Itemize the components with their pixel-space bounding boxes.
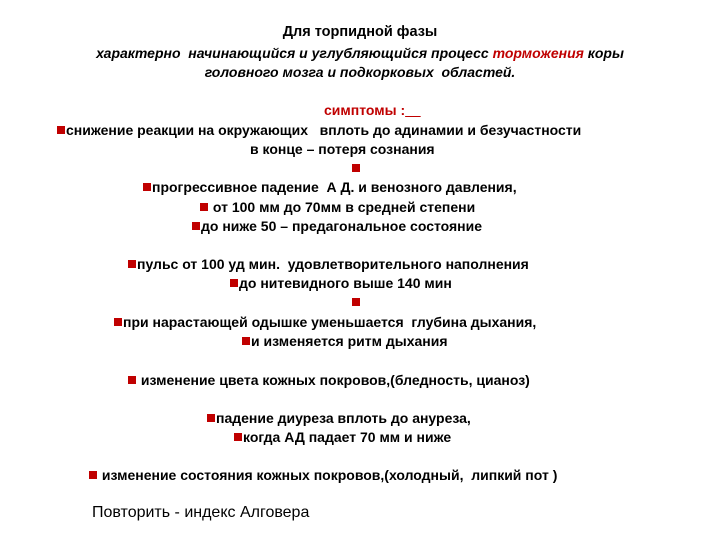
symptom-text: до ниже 50 – предагональное состояние [201,218,483,234]
intro-line-1 [0,45,720,62]
symptom-text: изменение состояния кожных покровов,(холодный, липкий пот ) [98,467,558,483]
bullet-square-icon [352,164,360,172]
symptom-line [89,467,557,484]
symptom-text: пульс от 100 уд мин. удовлетворительного наполнения [137,256,529,272]
symptom-text: в конце – потеря сознания [250,141,435,157]
symptom-line [128,256,529,273]
symptom-line [143,179,517,196]
symptom-text: до нитевидного выше 140 мин [239,275,452,291]
symptom-line [352,294,361,311]
symptoms-heading [324,102,421,119]
bullet-square-icon [57,126,65,134]
footer-note: Повторить - индекс Алговера [92,504,310,521]
symptom-line [250,141,435,158]
symptom-line [230,275,452,292]
bullet-square-icon [114,318,122,326]
symptoms-label: симптомы : [324,102,406,118]
bullet-square-icon [352,298,360,306]
slide-title: Для торпидной фазы [282,24,438,40]
symptom-line [207,410,471,427]
symptom-text: и изменяется ритм дыхания [251,333,448,349]
symptom-line [114,314,536,331]
symptom-line [242,333,448,350]
bullet-square-icon [207,414,215,422]
symptom-line [200,199,475,216]
intro-line-2: головного мозга и подкорковых областей. [204,64,516,80]
symptom-line [234,429,451,446]
symptom-text: когда АД падает 70 мм и ниже [243,429,452,445]
symptom-line [57,122,581,139]
intro-text-b: коры [583,45,624,61]
bullet-square-icon [89,471,97,479]
symptom-line [128,372,530,389]
intro-highlight: торможения [492,45,584,61]
symptom-text: изменение цвета кожных покровов,(бледность, цианоз) [137,372,530,388]
intro-text-a: характерно начинающийся и углубляющийся процесс [96,45,493,61]
bullet-square-icon [143,183,151,191]
symptom-line [192,218,482,235]
bullet-square-icon [230,279,238,287]
symptom-text: падение диуреза вплоть до ануреза, [216,410,471,426]
bullet-square-icon [242,337,250,345]
bullet-square-icon [128,376,136,384]
symptom-line [352,160,361,177]
symptoms-blank [405,102,421,118]
symptom-text: прогрессивное падение А Д. и венозного давления, [152,179,517,195]
symptom-text: снижение реакции на окружающих вплоть до адинамии и безучастности [66,122,582,138]
bullet-square-icon [234,433,242,441]
bullet-square-icon [128,260,136,268]
bullet-square-icon [200,203,208,211]
symptom-text: при нарастающей одышке уменьшается глубина дыхания, [123,314,537,330]
symptom-text: от 100 мм до 70мм в средней степени [209,199,476,215]
bullet-square-icon [192,222,200,230]
